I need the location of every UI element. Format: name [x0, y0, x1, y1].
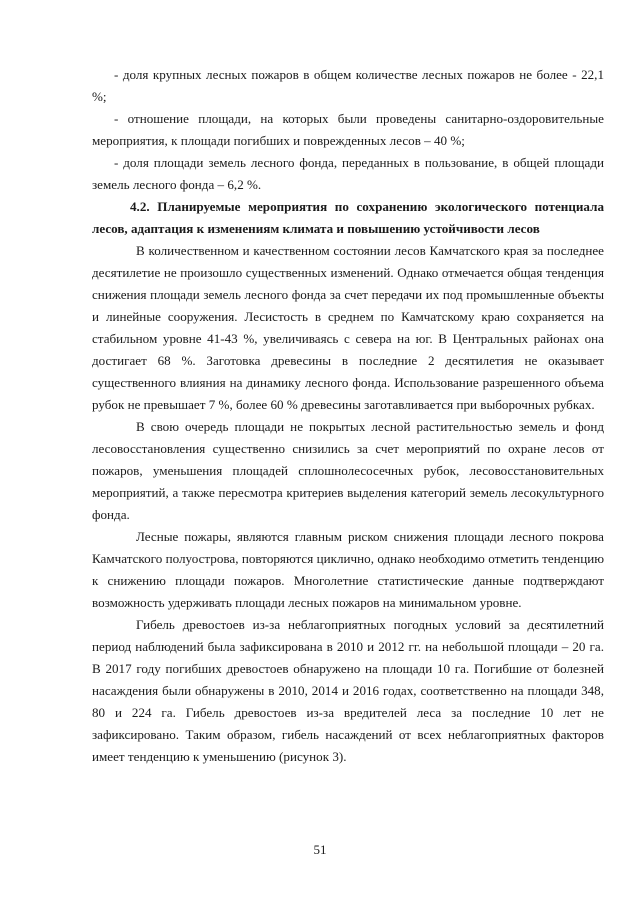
bullet-item: - доля крупных лесных пожаров в общем количестве лесных пожаров не более - 22,1 %; — [92, 67, 604, 104]
document-body — [92, 64, 604, 768]
section-heading: 4.2. Планируемые мероприятия по сохранению экологического потенциала лесов, адаптация к изменениям климата и повышению устойчивости лесов — [92, 199, 604, 236]
body-paragraph: Гибель древостоев из-за неблагоприятных погодных условий за десятилетний период наблюдений была зафиксирована в 2010 и 2012 гг. на небольшой площади – 20 га. В 2017 году погибших древостоев обнаружено на площади 10 га. Погибшие от болезней насаждения были обнаружены в 2010, 2014 и 2016 годах, соответственно на площади 348, 80 и 224 га. Гибель древостоев из-за вредителей леса за последние 10 лет не зафиксировано. Таким образом, гибель насаждений от всех неблагоприятных факторов имеет тенденцию к уменьшению (рисунок 3). — [92, 617, 604, 764]
body-paragraph: В свою очередь площади не покрытых лесной растительностью земель и фонд лесовосстановления существенно снизились за счет мероприятий по охране лесов от пожаров, уменьшения площадей сплошнолесосечных рубок, лесовосстановительных мероприятий, а также пересмотра критериев выделения категорий земель лесокультурного фонда. — [92, 419, 604, 522]
body-paragraph: В количественном и качественном состоянии лесов Камчатского края за последнее десятилетие не произошло существенных изменений. Однако отмечается общая тенденция снижения площади земель лесного фонда за счет передачи их под промышленные объекты и линейные сооружения. Лесистость в среднем по Камчатскому краю сохраняется на стабильном уровне 41-43 %, увеличиваясь с севера на юг. В Центральных районах она достигает 68 %. Заготовка древесины в последние 2 десятилетия не оказывает существенного влияния на динамику лесного фонда. Использование разрешенного объема рубок не превышает 7 %, более 60 % древесины заготавливается при выборочных рубках. — [92, 243, 604, 412]
bullet-item: - доля площади земель лесного фонда, переданных в пользование, в общей площади земель лесного фонда – 6,2 %. — [92, 155, 604, 192]
body-paragraph: Лесные пожары, являются главным риском снижения площади лесного покрова Камчатского полуострова, повторяются циклично, однако необходимо отметить тенденцию к снижению площади пожаров. Многолетние статистические данные подтверждают возможность удерживать площади лесных пожаров на минимальном уровне. — [92, 529, 604, 610]
bullet-item: - отношение площади, на которых были проведены санитарно-оздоровительные мероприятия, к площади погибших и поврежденных лесов – 40 %; — [92, 111, 604, 148]
page-number: 51 — [313, 842, 327, 857]
